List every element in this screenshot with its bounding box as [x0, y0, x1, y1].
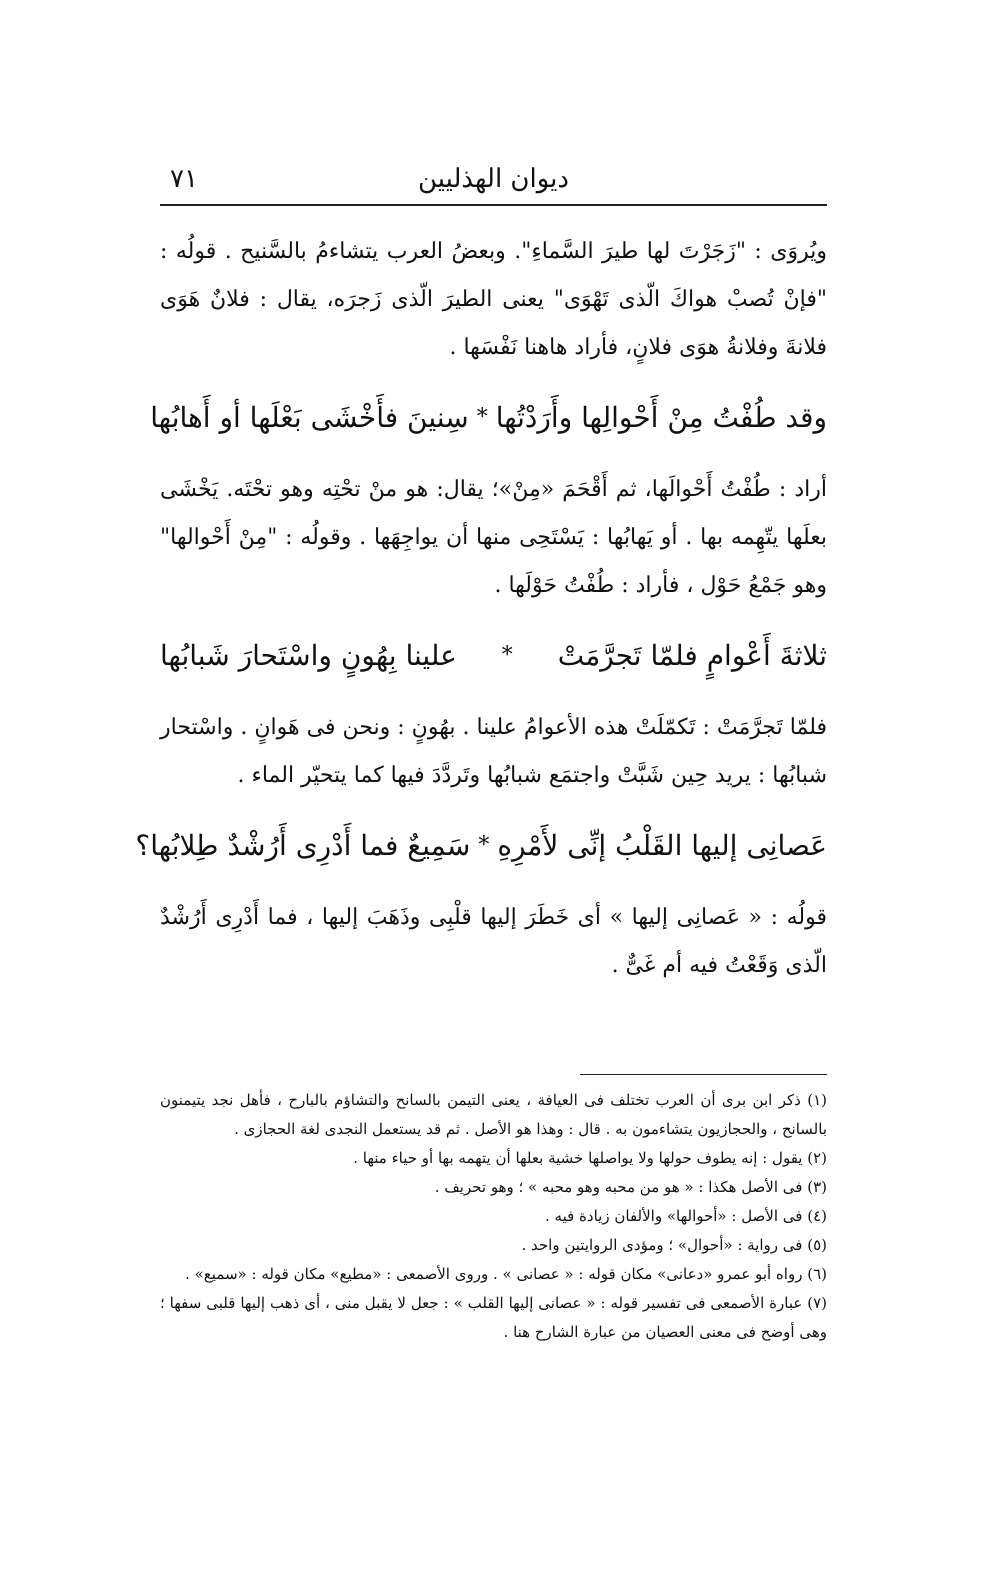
commentary-paragraph: أراد : طُفْتُ أَحْوالَها، ثم أَقْحَمَ «مِنْ»؛ يقال: هو منْ تحْتِه وهو تحْتَه. يَخْشَى بعلَها يتّهِمه بها . أو يَهابُها : يَسْتَحِى منها أن يواجِهَها . وقولُه : "مِنْ أَحْوالها" وهو جَمْعُ حَوْل ، فأراد : طُفْتُ حَوْلَها . — [160, 477, 827, 598]
commentary-paragraph: ويُروَى : "زَجَرْتَ لها طيرَ السَّماءِ". وبعضُ العرب يتشاءمُ بالسَّنيح . قولُه : "فإنْ تُصبْ هواكَ الّذى تَهْوَى" يعنى الطيرَ الّذى زَجرَه، يقال : فلانٌ هَوَى فلانةَ وفلانةُ هوَى فلانٍ، فأراد هاهنا نَفْسَها . — [160, 239, 827, 360]
verse-second-hemistich: علينا بِهُونٍ واسْتَحارَ شَبابُها — [160, 639, 457, 672]
verse-line — [150, 398, 827, 438]
footnote: (٧) عبارة الأصمعى فى تفسير قوله : « عصانى إليها القلب » : جعل لا يقبل منى ، أى ذهب إليها قلبى سفها ؛ وهى أوضح فى معنى العصيان من عبارة الشارح هنا . — [160, 1294, 827, 1341]
commentary-paragraph: قولُه : « عَصانِى إليها » أى خَطَرَ إليها قلْبِى وذَهَبَ إليها ، فما أَدْرِى أَرُشْدٌ الّذى وَقَعْتُ فيه أم غَىٌّ . — [160, 905, 827, 978]
verse-separator: * — [478, 833, 490, 858]
footnote: (٦) رواه أبو عمرو «دعانى» مكان قوله : « عصانى » . وروى الأصمعى : «مطيع» مكان قوله : «سميع» . — [185, 1265, 827, 1283]
footnotes — [160, 1086, 827, 1347]
footnote: (٣) فى الأصل هكذا : « هو من محبه وهو محبه » ؛ وهو تحريف . — [434, 1178, 827, 1196]
verse-second-hemistich: سِنينَ فأَخْشَى بَعْلَها أو أَهابُها — [150, 401, 469, 434]
footnote: (٢) يقول : إنه يطوف حولها ولا يواصلها خشية بعلها أن يتهمه بها أو حياء منها . — [353, 1149, 827, 1167]
page-header — [160, 160, 827, 206]
verse-first-hemistich: عَصانِى إليها القَلْبُ إنِّى لأَمْرِهِ — [497, 829, 827, 862]
footnote: (١) ذكر ابن برى أن العرب تختلف فى العيافة ، يعنى التيمن بالسانح والتشاؤم بالبارح ، فأهل نجد يتيمنون بالسانح ، والحجازيون يتشاءمون به . قال : وهذا هو الأصل . ثم قد يستعمل النجدى لغة الحجازى . — [160, 1091, 827, 1138]
verse-line — [160, 636, 827, 676]
running-title: ديوان الهذليين — [417, 164, 569, 194]
verse-first-hemistich: ثلاثةَ أَعْوامٍ فلمّا تَجرَّمَتْ — [557, 639, 827, 672]
footnote: (٤) فى الأصل : «أحوالها» والألفان زيادة فيه . — [545, 1207, 827, 1225]
verse-separator: * — [501, 643, 513, 668]
page-number: ٧١ — [170, 164, 198, 194]
verse-first-hemistich: وقد طُفْتُ مِنْ أَحْوالِها وأَرَدْتُها — [495, 401, 827, 434]
verse-separator: * — [476, 405, 488, 430]
main-text — [135, 228, 827, 990]
footnote: (٥) فى رواية : «أحوال» ؛ ومؤدى الروايتين واحد . — [521, 1236, 827, 1254]
commentary-paragraph: فلمّا تَجرَّمَتْ : تَكمّلَتْ هذه الأعوامُ علينا . بهُونٍ : ونحن فى هَوانٍ . واسْتحار شبابُها : يريد حِين شَبَّتْ واجتمَع شبابُها وتَردَّدَ فيها كما يتحيّر الماء . — [160, 715, 827, 788]
footnote-divider — [580, 1074, 827, 1075]
verse-second-hemistich: سَمِيعٌ فما أَدْرِى أَرُشْدٌ طِلابُها؟ — [135, 829, 471, 862]
verse-line — [135, 826, 827, 866]
